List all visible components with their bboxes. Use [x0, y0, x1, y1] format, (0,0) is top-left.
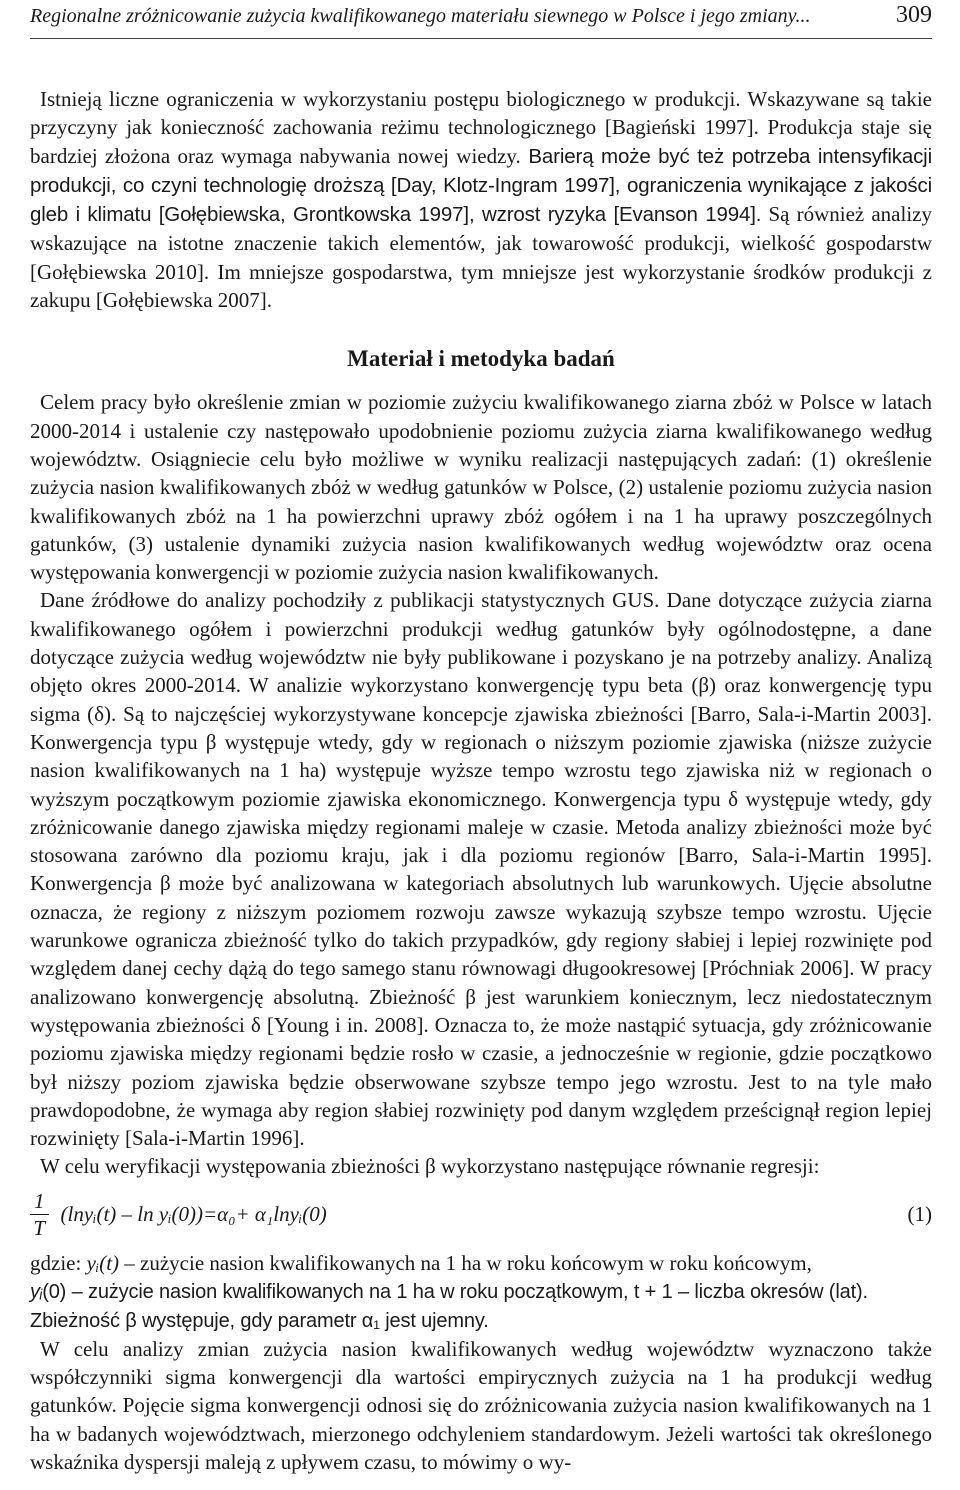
article-body — [30, 39, 932, 1476]
where-symbol-2: yᵢ — [30, 1280, 43, 1303]
equation-fraction — [30, 1188, 49, 1241]
paragraph-2: Celem pracy było określenie zmian w poziomie zużyciu kwalifikowanego ziarna zbóż w Polsce w latach 2000-2014 i ustalenie czy następowało upodobnienie poziomu zużycia ziarna kwalifikowanego według województw. Osiągniecie celu było możliwe w wyniku realizacji następujących zadań: (1) określenie zużycia nasion kwalifikowanych zbóż w według gatunków w Polsce, (2) ustalenie poziomu zużycia nasion kwalifikowanych zbóż na 1 ha powierzchni uprawy zbóż ogółem i na 1 ha uprawy poszczególnych gatunków, (3) ustalenie dynamiki zużycia nasion kwalifikowanych według województw oraz ocena występowania konwergencji w poziomie zużycia nasion kwalifikowanych. — [30, 390, 932, 585]
where-text-3: Zbieżność β występuje, gdy parametr α₁ jest ujemny. — [30, 1309, 489, 1332]
paragraph-5: W celu analizy zmian zużycia nasion kwalifikowanych według województw wyznaczono także współczynniki sigma konwergencji dla wartości empirycznych zużycia na 1 ha produkcji według gatunków. Pojęcie sigma konwergencji odnosi się do zróżnicowania zużycia nasion kwalifikowanych na 1 ha w badanych województwach, mierzonego odchyleniem standardowym. Jeżeli wartości tak określonego wskaźnika dyspersji maleją z upływem czasu, to mówimy o wy- — [30, 1336, 932, 1474]
paragraph-1-tail: Są również analizy wskazujące na istotne znaczenie takich elementów, jak towarowość produkcji, wielkość gospodarstw [Gołębiewska 2010]. Im mniejsze gospodarstwa, tym mniejsze jest wykorzystanie środków produkcji z zakupu [Gołębiewska 2007]. — [30, 202, 932, 313]
paragraph-1-sans: Barierą może być też potrzeba intensyfikacji produkcji, co czyni technologię droższą [Day, Klotz-Ingram 1997], ograniczenia wynikające z jakości gleb i klimatu [Gołębiewska, Grontkowska 1997], wzrost ryzyka [Evanson 1994]. — [30, 144, 932, 227]
variable-definitions — [30, 1249, 932, 1335]
where-symbol-1: yᵢ(t) — [86, 1250, 120, 1275]
paragraph-1 — [30, 85, 932, 314]
fraction-numerator: 1 — [30, 1188, 49, 1215]
paragraph-3: Dane źródłowe do analizy pochodziły z publikacji statystycznych GUS. Dane dotyczące zużycia ziarna kwalifikowanego ogółem i powierzchni produkcji według gatunków były ogólnodostępne, a dane dotyczące zużycia według województw nie były publikowane i pozyskano je na potrzeby analizy. Analizą objęto okres 2000-2014. W analizie wykorzystano konwergencję typu beta (β) oraz konwergencję typu sigma (δ). Są to najczęściej wykorzystywane koncepcje zjawiska zbieżności [Barro, Sala-i-Martin 2003]. Konwergencja typu β występuje wtedy, gdy w regionach o niższym poziomie zjawiska (niższe zużycie nasion kwalifikowanych na 1 ha) występuje wyższe tempo wzrostu tego zjawiska niż w regionach o wyższym początkowym poziomie zjawiska ekonomicznego. Konwergencja typu δ występuje wtedy, gdy zróżnicowanie danego zjawiska między regionami maleje w czasie. Metoda analizy zbieżności może być stosowana zarówno dla poziomu kraju, jak i dla poziomu regionów [Barro, Sala-i-Martin 1995]. Konwergencja β może być analizowana w kategoriach absolutnych lub warunkowych. Ujęcie absolutne oznacza, że regiony z niższym poziomem rozwoju zawsze wykazują szybsze tempo wzrostu. Ujęcie warunkowe ogranicza zbieżność tylko do takich przypadków, gdy regiony słabiej i lepiej rozwinięte pod względem danej cechy dążą do tego samego stanu równowagi długookresowej [Próchniak 2006]. W pracy analizowano konwergencję absolutną. Zbieżność β jest warunkiem koniecznym, lecz niedostatecznym występowania zbieżności δ [Young i in. 2008]. Oznacza to, że może nastąpić sytuacja, gdy zróżnicowanie poziomu zjawiska między regionami będzie rosło w czasie, a jednocześnie w regionie, gdzie początkowo był niższy poziom zjawiska będzie obserwowane szybsze tempo jego wzrostu. Jest to na tyle mało prawdopodobne, że wymaga aby region słabiej rozwinięty pod danym względem prześcignął region lepiej rozwinięty [Sala-i-Martin 1996]. — [30, 588, 932, 1151]
section-heading: Materiał i metodyka badań — [347, 346, 615, 372]
where-text-2: (0) – zużycie nasion kwalifikowanych na 1 ha w roku początkowym, t + 1 – liczba okresów (lat). — [42, 1280, 868, 1303]
equation-expression — [30, 1188, 327, 1241]
paragraph-1-serif: Istnieją liczne ograniczenia w wykorzystaniu postępu biologicznego w produkcji. Wskazywane są takie przyczyny jak konieczność zachowania reżimu technologicznego [Bagieński 1997]. Produkcja staje się bardziej złożona oraz wymaga nabywania nowej wiedzy. — [30, 87, 932, 168]
paragraph-4: W celu weryfikacji występowania zbieżności β wykorzystano następujące równanie regresji: — [40, 1154, 820, 1179]
where-text-1: – zużycie nasion kwalifikowanych na 1 ha w roku końcowym w roku końcowym, — [119, 1250, 812, 1275]
running-header — [30, 0, 932, 39]
regression-equation — [30, 1185, 932, 1245]
equation-body: (lnyᵢ(t) – ln yᵢ(0))=α₀+ α₁lnyᵢ(0) — [60, 1202, 327, 1227]
fraction-denominator: T — [33, 1216, 46, 1241]
equation-number: (1) — [907, 1202, 932, 1227]
where-label: gdzie: — [30, 1250, 87, 1275]
page-number: 309 — [896, 2, 932, 28]
running-title: Regionalne zróżnicowanie zużycia kwalifikowanego materiału siewnego w Polsce i jego zmiany... — [30, 5, 811, 27]
